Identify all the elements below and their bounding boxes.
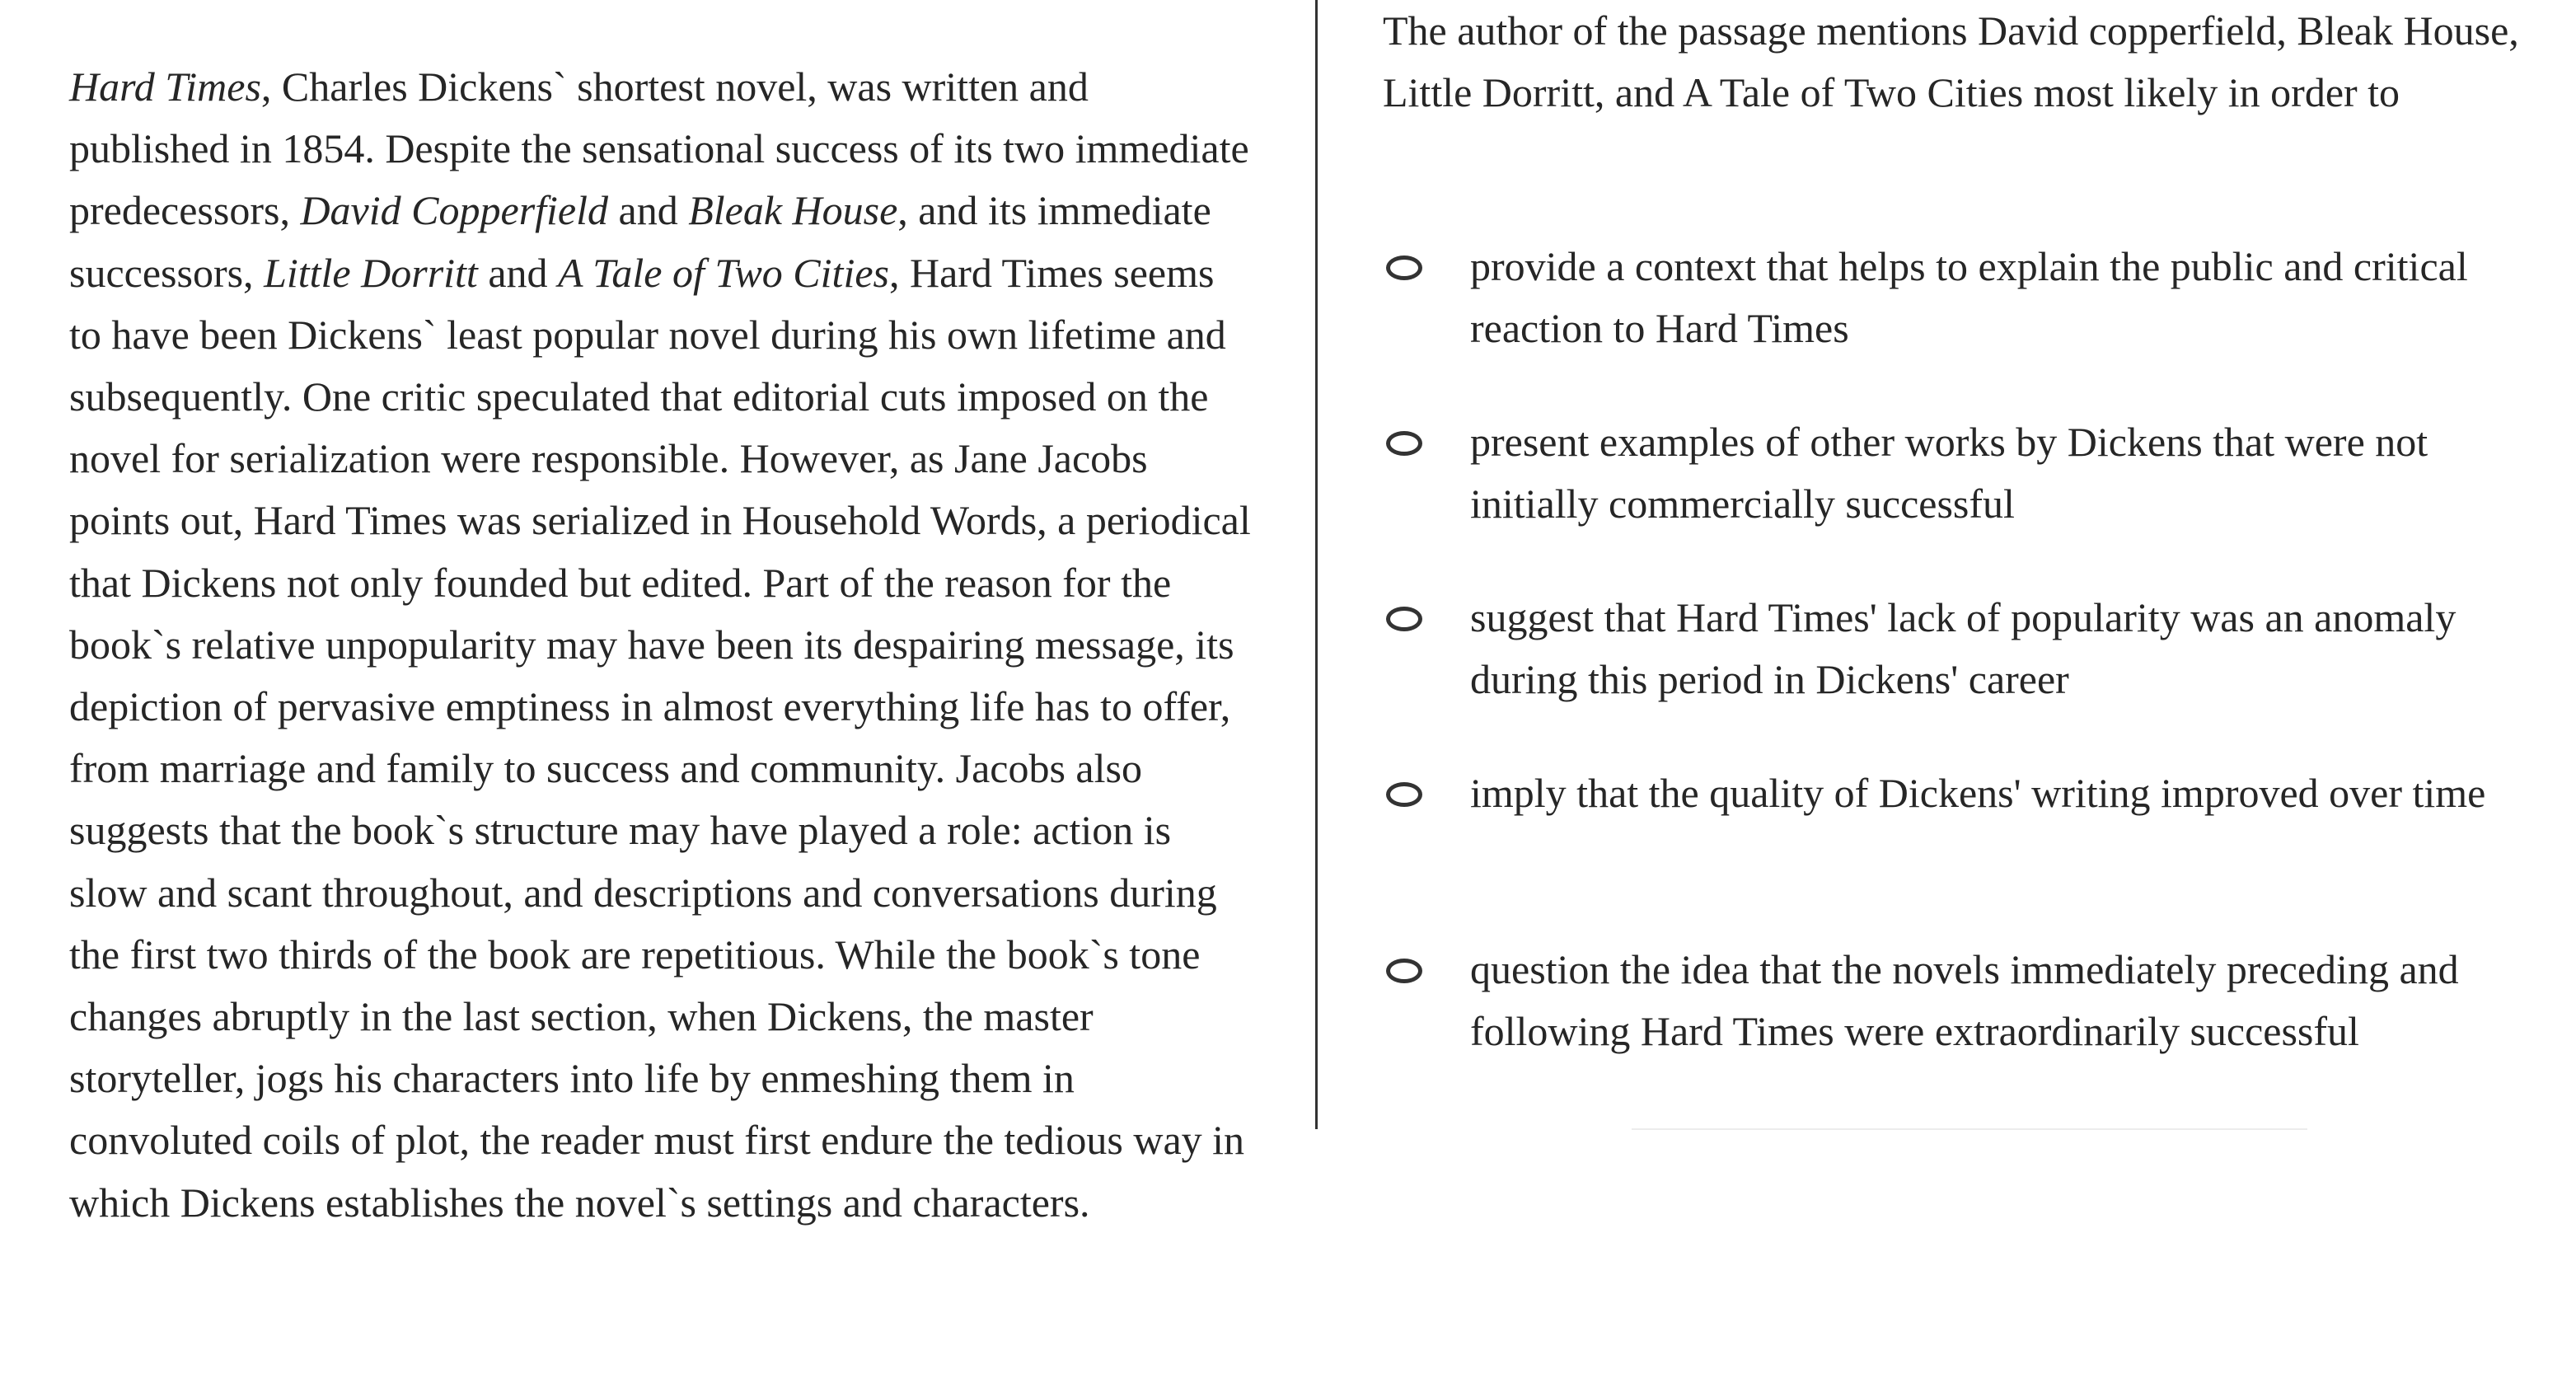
- answer-choice-b[interactable]: [1383, 411, 2487, 535]
- passage-paragraph: [69, 56, 1256, 1234]
- passage-title-hard-times: Hard Times: [69, 63, 261, 110]
- answer-choice-text: suggest that Hard Times' lack of popularity was an anomaly during this period in Dickens' career: [1470, 594, 2457, 702]
- column-divider: [1315, 0, 1318, 1129]
- passage-text: and: [477, 249, 559, 296]
- radio-unselected-icon[interactable]: [1386, 782, 1422, 807]
- passage-title-little-dorritt: Little Dorritt: [264, 249, 478, 296]
- radio-unselected-icon[interactable]: [1386, 431, 1422, 456]
- answer-choice-text: provide a context that helps to explain the public and critical reaction to Hard Times: [1470, 243, 2468, 351]
- question-stem: The author of the passage mentions David copperfield, Bleak House, Little Dorritt, and A Tale of Two Cities most likely in order to: [1383, 7, 2519, 115]
- passage-text: , Charles Dickens` shortest novel, was written and published in 1854. Despite the sensational success of its two immediate predecessors,: [69, 63, 1249, 234]
- passage-text: and: [608, 187, 689, 234]
- passage-title-david-copperfield: David Copperfield: [300, 187, 609, 234]
- radio-unselected-icon[interactable]: [1386, 607, 1422, 631]
- answer-choice-d[interactable]: [1383, 762, 2487, 824]
- passage-text: , Hard Times seems to have been Dickens` least popular novel during his own lifetime and subsequently. One critic speculated that editorial cuts imposed on the novel for serialization were responsible. However, as Jane Jacobs points out, Hard Times was serialized in Household Words, a periodical that Dickens not only founded but edited. Part of the reason for the book`s relative unpopularity may have been its despairing message, its depiction of pervasive emptiness in almost everything life has to offer, from marriage and family to success and community. Jacobs also suggests that the book`s structure may have played a role: action is slow and scant throughout, and descriptions and conversations during the first two thirds of the book are repetitious. While the book`s tone changes abruptly in the last section, when Dickens, the master storyteller, jogs his characters into life by enmeshing them in convoluted coils of plot, the reader must first endure the tedious way in which Dickens establishes the novel`s settings and characters.: [69, 249, 1251, 1226]
- answer-choice-text: present examples of other works by Dickens that were not initially commercially successful: [1470, 419, 2428, 527]
- answer-choice-e[interactable]: [1383, 939, 2487, 1062]
- passage-title-bleak-house: Bleak House: [688, 187, 898, 234]
- passage-text: , and its immediate successors,: [69, 187, 1211, 296]
- reading-passage: [69, 56, 1256, 1234]
- separator-line: [1632, 1128, 2307, 1130]
- answer-choice-text: imply that the quality of Dickens' writing improved over time: [1470, 770, 2486, 816]
- answer-choice-c[interactable]: [1383, 587, 2487, 710]
- answer-choice-text: question the idea that the novels immediately preceding and following Hard Times were extraordinarily successful: [1470, 946, 2459, 1054]
- radio-unselected-icon[interactable]: [1386, 256, 1422, 280]
- answer-choice-a[interactable]: [1383, 236, 2487, 359]
- question-panel: [1383, 0, 2528, 124]
- passage-title-tale-of-two-cities: A Tale of Two Cities: [558, 249, 889, 296]
- radio-unselected-icon[interactable]: [1386, 959, 1422, 983]
